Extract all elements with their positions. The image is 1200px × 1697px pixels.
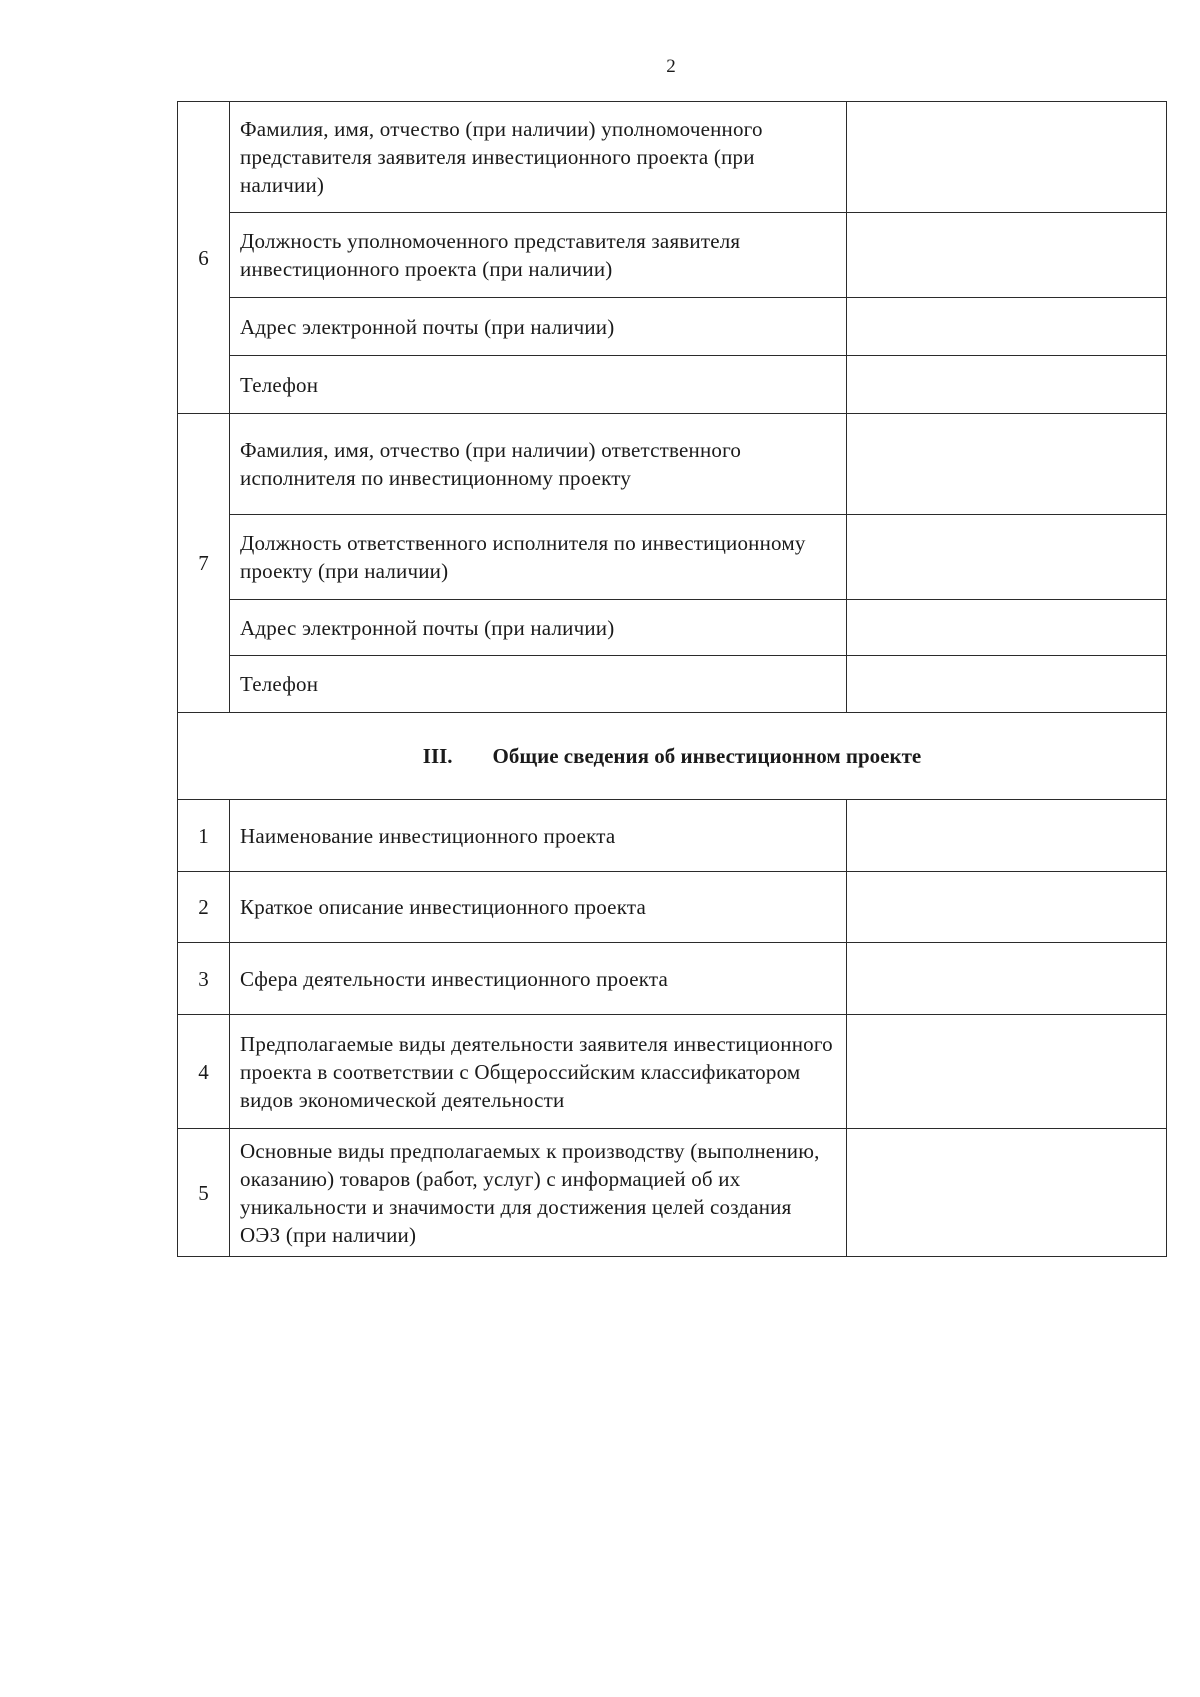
table-row: [178, 943, 1167, 1015]
row-number: 2: [178, 872, 230, 943]
field-label: Предполагаемые виды деятельности заявителя инвестиционного проекта в соответствии с Общероссийским классификатором видов экономической деятельности: [230, 1015, 847, 1129]
value-cell[interactable]: [847, 656, 1167, 713]
row-number: 4: [178, 1015, 230, 1129]
value-cell[interactable]: [847, 414, 1167, 515]
section-title: [178, 713, 1167, 800]
page-number: 2: [666, 56, 676, 77]
field-label: Адрес электронной почты (при наличии): [230, 298, 847, 356]
table-row: [178, 656, 1167, 713]
row-number: 7: [178, 414, 230, 713]
field-label: Наименование инвестиционного проекта: [230, 800, 847, 872]
field-label: Адрес электронной почты (при наличии): [230, 600, 847, 656]
field-label: Краткое описание инвестиционного проекта: [230, 872, 847, 943]
value-cell[interactable]: [847, 872, 1167, 943]
table-row: [178, 298, 1167, 356]
field-label: Телефон: [230, 356, 847, 414]
field-label: Фамилия, имя, отчество (при наличии) ответственного исполнителя по инвестиционному проекту: [230, 414, 847, 515]
value-cell[interactable]: [847, 102, 1167, 213]
table-row: [178, 1015, 1167, 1129]
field-label: Телефон: [230, 656, 847, 713]
table-row: [178, 872, 1167, 943]
field-label: Сфера деятельности инвестиционного проекта: [230, 943, 847, 1015]
application-form-table: [177, 101, 1167, 1257]
value-cell[interactable]: [847, 800, 1167, 872]
value-cell[interactable]: [847, 213, 1167, 298]
table-row: [178, 213, 1167, 298]
field-label: Основные виды предполагаемых к производству (выполнению, оказанию) товаров (работ, услуг) с информацией об их уникальности и значимости для достижения целей создания ОЭЗ (при наличии): [230, 1129, 847, 1257]
section-title-text: Общие сведения об инвестиционном проекте: [492, 744, 922, 768]
table-row: [178, 600, 1167, 656]
value-cell[interactable]: [847, 298, 1167, 356]
section-header-row: [178, 713, 1167, 800]
table-row: [178, 414, 1167, 515]
table-row: [178, 1129, 1167, 1257]
table-row: [178, 356, 1167, 414]
value-cell[interactable]: [847, 1015, 1167, 1129]
table-row: [178, 102, 1167, 213]
field-label: Должность ответственного исполнителя по инвестиционному проекту (при наличии): [230, 515, 847, 600]
value-cell[interactable]: [847, 1129, 1167, 1257]
table-row: [178, 515, 1167, 600]
row-number: 5: [178, 1129, 230, 1257]
section-number: III.: [422, 744, 453, 768]
field-label: Должность уполномоченного представителя заявителя инвестиционного проекта (при наличии): [230, 213, 847, 298]
value-cell[interactable]: [847, 515, 1167, 600]
value-cell[interactable]: [847, 600, 1167, 656]
field-label: Фамилия, имя, отчество (при наличии) уполномоченного представителя заявителя инвестиционного проекта (при наличии): [230, 102, 847, 213]
table-row: [178, 800, 1167, 872]
value-cell[interactable]: [847, 943, 1167, 1015]
row-number: 6: [178, 102, 230, 414]
row-number: 3: [178, 943, 230, 1015]
value-cell[interactable]: [847, 356, 1167, 414]
row-number: 1: [178, 800, 230, 872]
